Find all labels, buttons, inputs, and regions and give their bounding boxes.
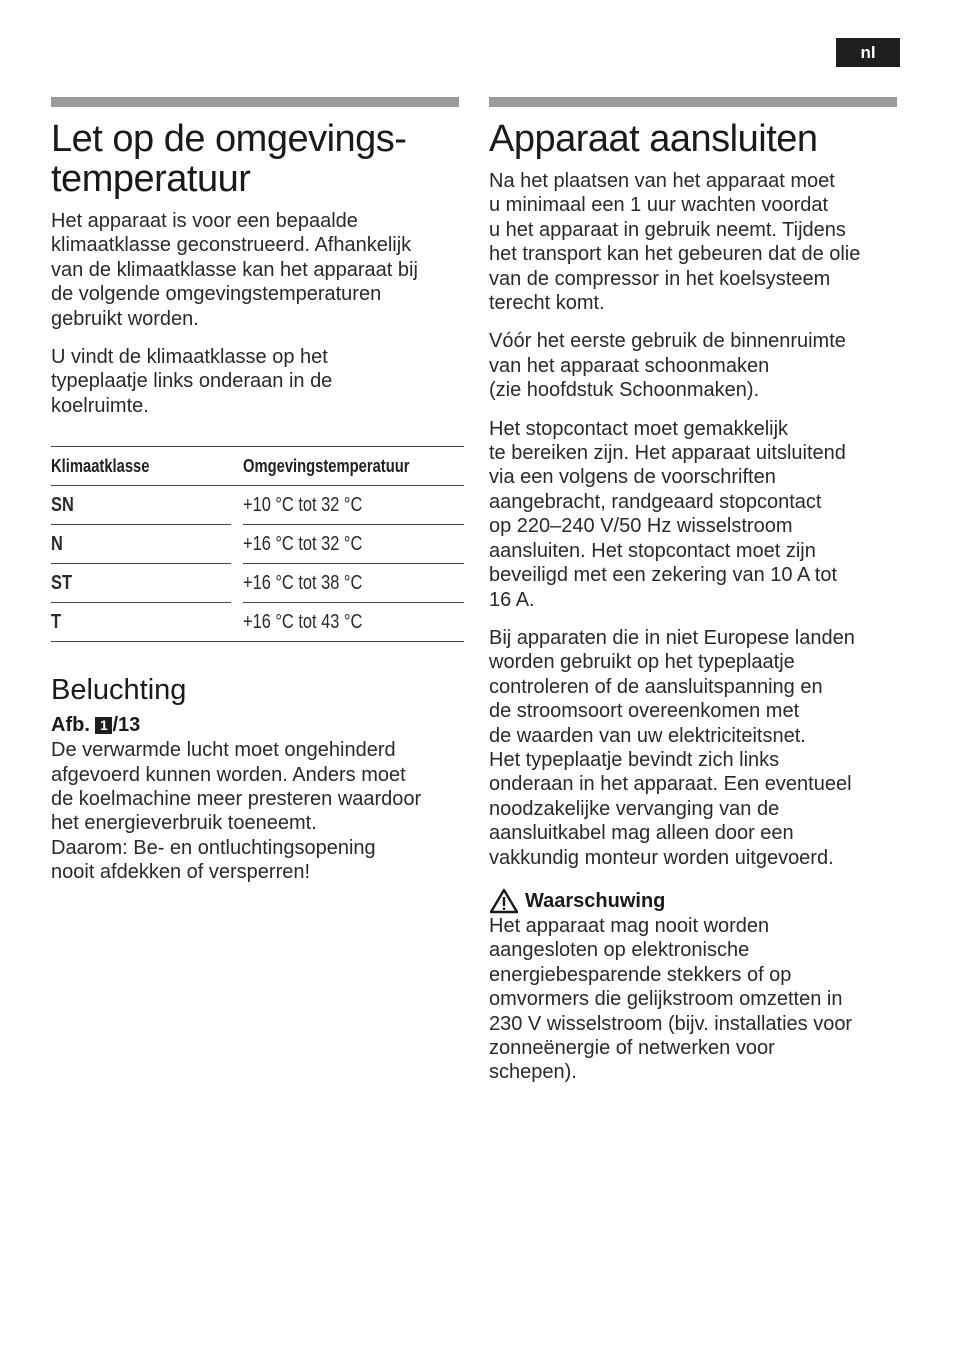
climate-class-paragraph: Het apparaat is voor een bepaalde klimaatklasse geconstrueerd. Afhankelijk van de klimaatklasse kan het apparaat bij de volgende omgevingstemperaturen gebruikt worden. <box>51 210 418 330</box>
warning-title: Waarschuwing <box>525 889 666 912</box>
section-rule <box>51 97 459 107</box>
climate-class-cell: SN <box>51 493 74 516</box>
voltage-check-paragraph: Bij apparaten die in niet Europese landen worden gebruikt op het typeplaatje controleren of de aansluitspanning en de stroomsoort overeenkomen met de waarden van uw elektriciteitsnet. Het typeplaatje bevindt zich links onderaan in het apparaat. Een eventueel noodzakelijke vervanging van de aansluitkabel mag alleen door een vakkundig monteur worden uitgevoerd. <box>489 626 855 869</box>
table-row <box>51 603 464 642</box>
waiting-time-paragraph: Na het plaatsen van het apparaat moet u minimaal een 1 uur wachten voordat u het apparaat in gebruik neemt. Tijdens het transport kan het gebeuren dat de olie van de compressor in het koelsysteem terecht komt. <box>489 170 861 315</box>
cleaning-paragraph: Vóór het eerste gebruik de binnenruimte van het apparaat schoonmaken (zie hoofdstuk Schoonmaken). <box>489 330 846 402</box>
climate-class-cell: ST <box>51 571 72 594</box>
figure-number-box: 1 <box>95 717 112 734</box>
section-title-ventilation: Beluchting <box>51 674 187 707</box>
warning-heading <box>489 888 899 914</box>
temperature-range-cell: +16 °C tot 32 °C <box>243 532 363 555</box>
figure-reference: Afb. 1 /13 <box>51 714 141 737</box>
climate-class-table <box>51 446 464 642</box>
table-header-row <box>51 447 464 486</box>
warning-triangle-icon <box>489 888 519 914</box>
table-row <box>51 525 464 564</box>
table-row <box>51 564 464 603</box>
table-row <box>51 486 464 525</box>
right-column <box>489 97 899 1085</box>
socket-paragraph: Het stopcontact moet gemakkelijk te bereiken zijn. Het apparaat uitsluitend via een volgens de voorschriften aangebracht, randgeaard stopcontact op 220–240 V/50 Hz wisselstroom aansluiten. Het stopcontact moet zijn beveiligd met een zekering van 10 A tot 16 A. <box>489 417 846 611</box>
language-badge: nl <box>836 38 900 67</box>
section-title-ambient-temperature: Let op de omgevings- temperatuur <box>51 118 407 200</box>
temperature-range-cell: +16 °C tot 38 °C <box>243 571 363 594</box>
section-rule <box>489 97 897 107</box>
warning-paragraph: Het apparaat mag nooit worden aangesloten op elektronische energiebesparende stekkers of op omvormers die gelijkstroom omzetten in 230 V wisselstroom (bijv. installaties voor zonneënergie of netwerken voor schepen). <box>489 914 853 1084</box>
left-column <box>51 97 464 885</box>
temperature-range-cell: +10 °C tot 32 °C <box>243 493 363 516</box>
ventilation-paragraph: De verwarmde lucht moet ongehinderd afgevoerd kunnen worden. Anders moet de koelmachine meer presteren waardoor het energieverbruik toeneemt. Daarom: Be- en ontluchtingsopening nooit afdekken of versperren! <box>51 739 422 884</box>
climate-class-cell: T <box>51 610 62 633</box>
temperature-range-cell: +16 °C tot 43 °C <box>243 610 363 633</box>
section-title-connect-appliance: Apparaat aansluiten <box>489 118 818 160</box>
header-ambient-temperature: Omgevingstemperatuur <box>243 455 410 476</box>
type-plate-paragraph: U vindt de klimaatklasse op het typeplaatje links onderaan in de koelruimte. <box>51 346 333 417</box>
header-climate-class: Klimaatklasse <box>51 455 150 476</box>
climate-class-cell: N <box>51 532 63 555</box>
